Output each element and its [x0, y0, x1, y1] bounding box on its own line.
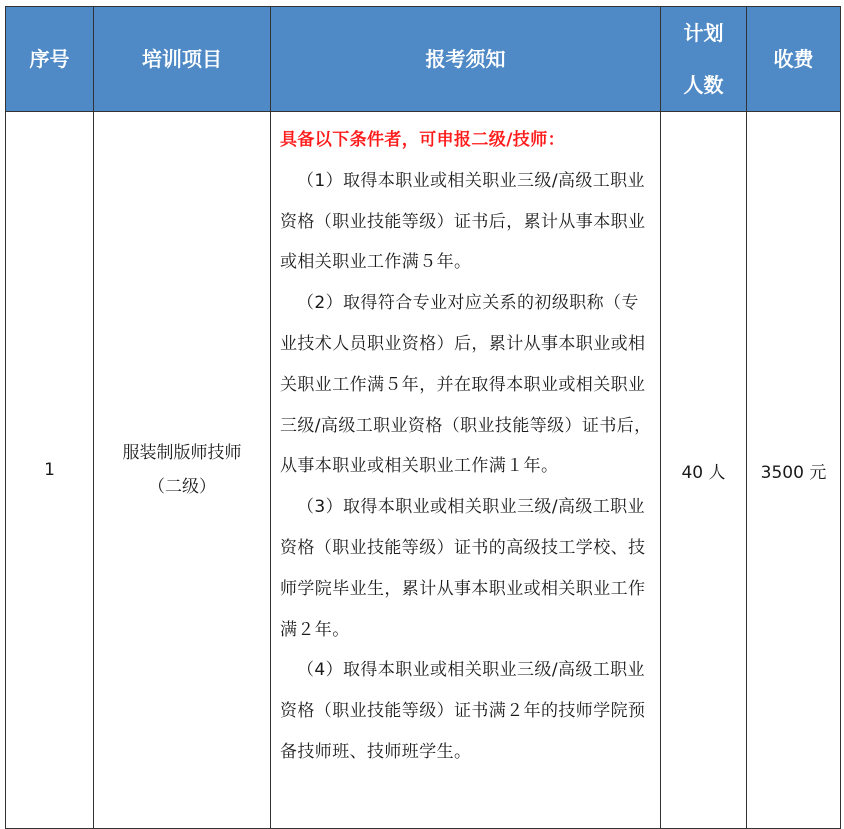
- notes-intro: 具备以下条件者，可申报二级/技师：: [280, 130, 566, 150]
- cell-project: [94, 112, 271, 829]
- training-table: [5, 6, 841, 829]
- project-name-line2: （二级）: [148, 477, 216, 497]
- notes-item-3: （3）取得本职业或相关职业三级/高级工职业资格（职业技能等级）证书的高级技工学校、技师学院毕业生，累计从事本职业或相关职业工作满２年。: [280, 497, 646, 640]
- header-seq: 序号: [6, 7, 94, 112]
- notes-item-2: （2）取得符合专业对应关系的初级职称（专业技术人员职业资格）后，累计从事本职业或相关职业工作满５年，并在取得本职业或相关职业三级/高级工职业资格（职业技能等级）证书后，从事本职业或相关职业工作满１年。: [280, 293, 652, 477]
- cell-notes: [271, 112, 661, 829]
- notes-item-1: （1）取得本职业或相关职业三级/高级工职业资格（职业技能等级）证书后，累计从事本职业或相关职业工作满５年。: [280, 170, 646, 273]
- header-fee: 收费: [747, 7, 841, 112]
- header-plan: [661, 7, 747, 112]
- header-row: [6, 7, 841, 112]
- table-row: [6, 112, 841, 829]
- cell-fee: 3500 元: [747, 112, 841, 829]
- header-plan-line1: 计划: [683, 21, 724, 45]
- header-project: 培训项目: [94, 7, 271, 112]
- cell-plan: 40 人: [661, 112, 747, 829]
- project-name-line1: 服装制版师技师: [122, 443, 242, 463]
- cell-seq: 1: [6, 112, 94, 829]
- notes-item-4: （4）取得本职业或相关职业三级/高级工职业资格（职业技能等级）证书满２年的技师学院预备技师班、技师班学生。: [280, 660, 646, 762]
- header-plan-line2: 人数: [683, 73, 724, 97]
- header-notes: 报考须知: [271, 7, 661, 112]
